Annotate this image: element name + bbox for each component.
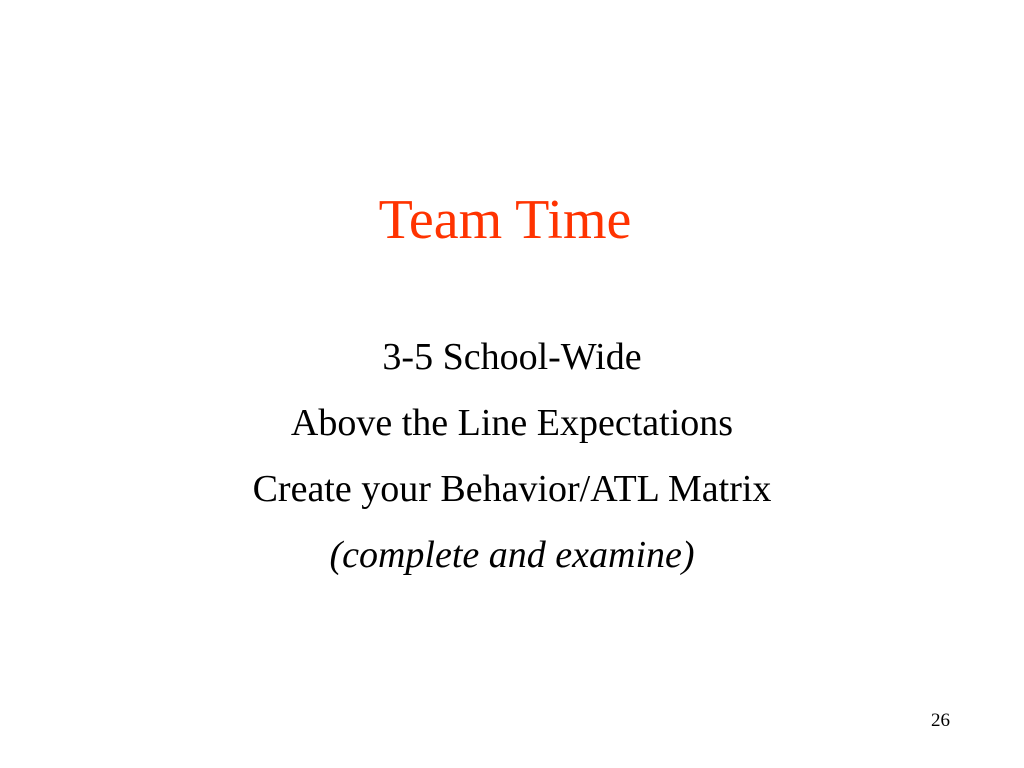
body-line-expectations: Above the Line Expectations (290, 402, 734, 444)
body-line-matrix: Create your Behavior/ATL Matrix (252, 468, 772, 510)
page-number: 26 (931, 710, 950, 731)
body-line-school-wide: 3-5 School-Wide (382, 336, 642, 378)
slide-title: Team Time (378, 189, 632, 251)
slide-body (0, 324, 1024, 588)
body-line-instruction: (complete and examine) (329, 534, 695, 576)
